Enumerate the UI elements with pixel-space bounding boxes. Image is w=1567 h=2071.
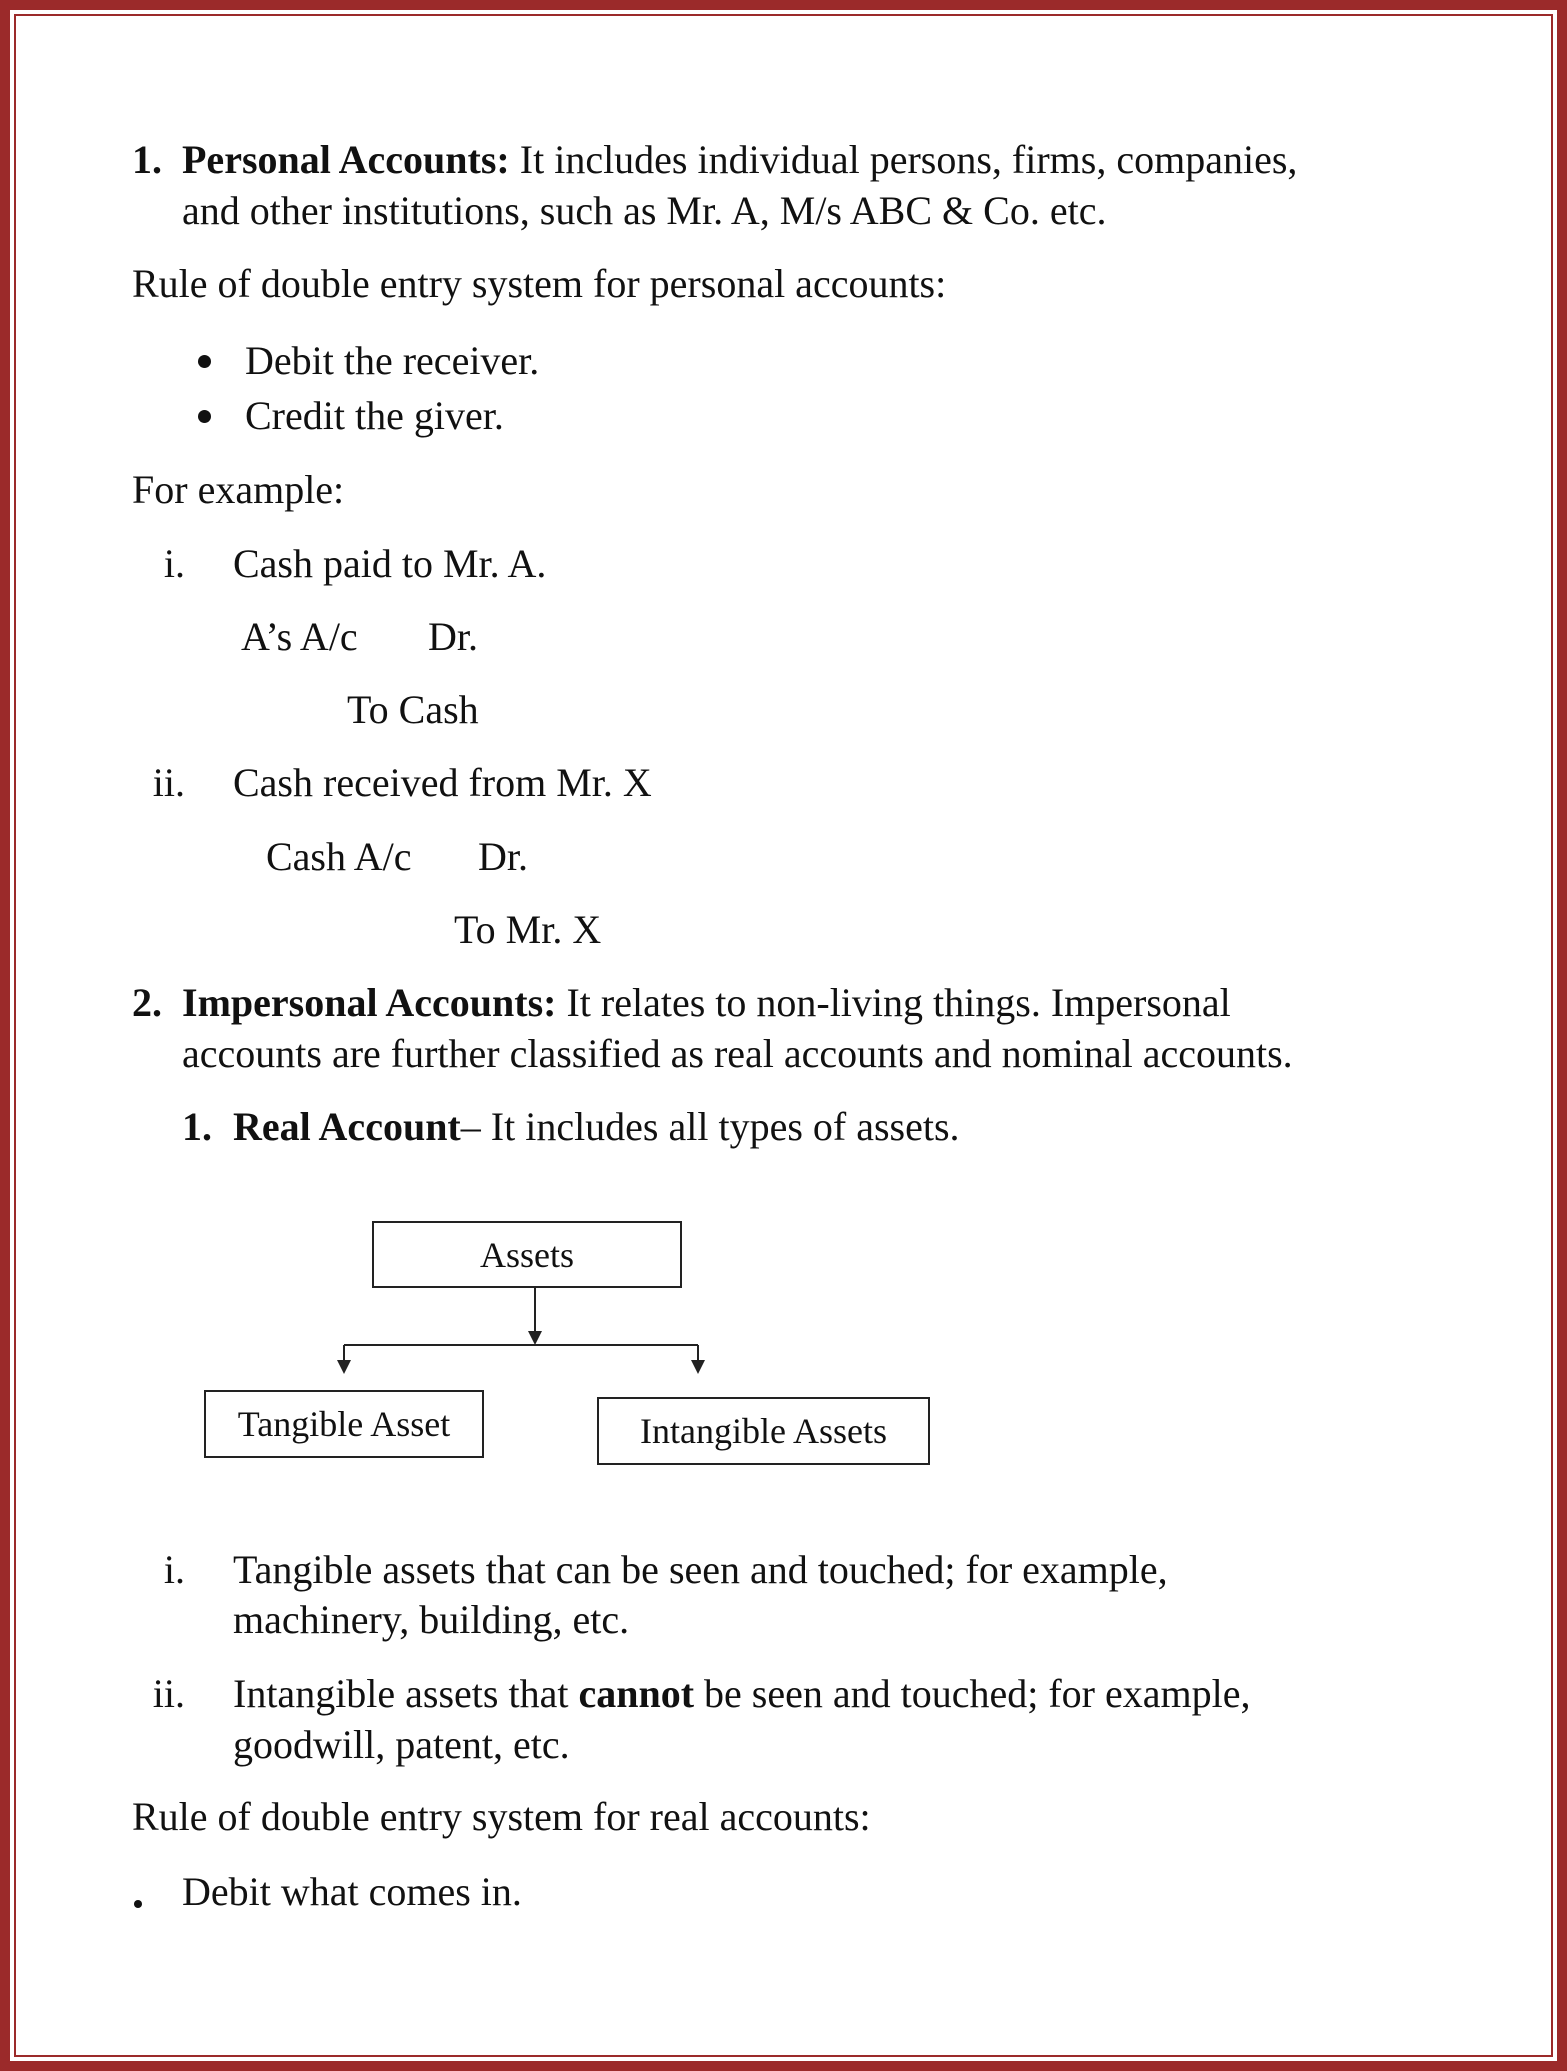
asset-type-2-line1-post: be seen and touched; for example, — [694, 1671, 1251, 1716]
subsection-1-text: – It includes all types of assets. — [460, 1104, 960, 1149]
asset-type-1-line2: machinery, building, etc. — [233, 1597, 630, 1642]
bullet-icon — [134, 1900, 142, 1908]
rule-real-bullet-1: Debit what comes in. — [182, 1869, 522, 1914]
rule-personal-bullet-2: Credit the giver. — [245, 393, 504, 438]
section-2-title: Impersonal Accounts: — [182, 980, 557, 1025]
section-1-title: Personal Accounts: — [182, 137, 510, 182]
example-2-credit: To Mr. X — [454, 907, 602, 952]
section-2-text-line2: accounts are further classified as real accounts and nominal accounts. — [182, 1031, 1293, 1076]
section-2-number: 2. — [132, 980, 162, 1025]
rule-personal-heading: Rule of double entry system for personal accounts: — [132, 261, 947, 306]
asset-type-2-line2: goodwill, patent, etc. — [233, 1722, 570, 1767]
diagram-node-assets: Assets — [372, 1221, 682, 1288]
diagram-node-tangible: Tangible Asset — [204, 1390, 484, 1458]
example-2-number: ii. — [152, 760, 185, 805]
rule-real-heading: Rule of double entry system for real accounts: — [132, 1794, 871, 1839]
asset-type-2-line1-pre: Intangible assets that — [233, 1671, 579, 1716]
asset-type-2-number: ii. — [152, 1671, 185, 1716]
rule-personal-bullet-1: Debit the receiver. — [245, 338, 540, 383]
example-1-number: i. — [163, 541, 185, 586]
example-2-debit-account: Cash A/c — [266, 834, 412, 879]
asset-type-1-line1: Tangible assets that can be seen and touched; for example, — [233, 1547, 1168, 1592]
for-example-label: For example: — [132, 467, 345, 512]
subsection-1-number: 1. — [182, 1104, 212, 1149]
example-1-dr: Dr. — [428, 614, 478, 659]
diagram-node-intangible: Intangible Assets — [597, 1397, 930, 1465]
example-2-dr: Dr. — [478, 834, 528, 879]
section-1-text-line2: and other institutions, such as Mr. A, M/s ABC & Co. etc. — [182, 188, 1107, 233]
subsection-1-title: Real Account — [233, 1104, 461, 1149]
section-1-number: 1. — [132, 137, 162, 182]
asset-type-1-number: i. — [163, 1547, 185, 1592]
asset-type-2-line1 — [233, 1668, 1251, 1720]
section-2-text-line1: It relates to non-living things. Impersonal — [566, 980, 1231, 1025]
example-1-credit: To Cash — [347, 687, 479, 732]
example-1-text: Cash paid to Mr. A. — [233, 541, 547, 586]
example-1-debit-account: A’s A/c — [241, 614, 358, 659]
asset-type-2-line1-bold: cannot — [578, 1671, 695, 1716]
section-1-text-line1: It includes individual persons, firms, companies, — [519, 137, 1298, 182]
example-2-text: Cash received from Mr. X — [233, 760, 652, 805]
